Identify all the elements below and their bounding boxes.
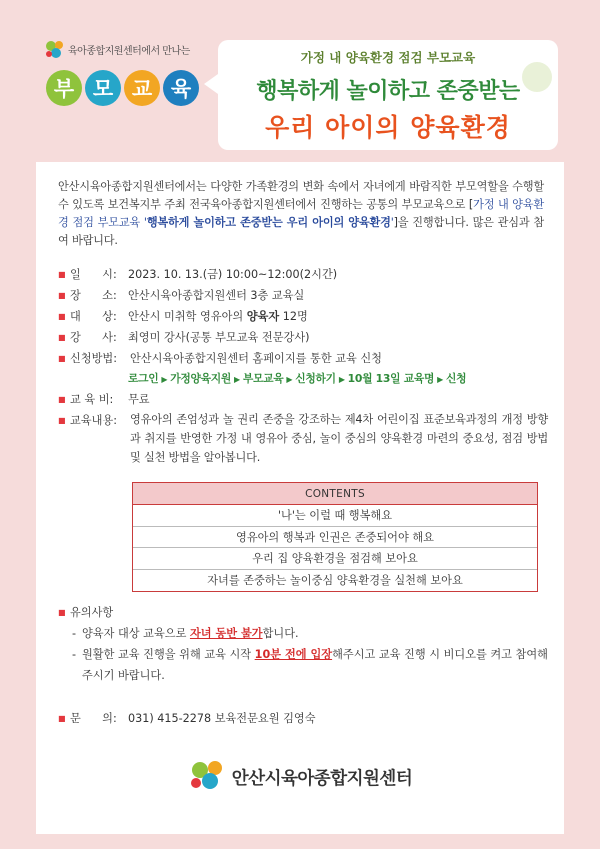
note-text-part: 양육자 대상 교육으로 bbox=[82, 627, 190, 640]
brand bbox=[44, 38, 190, 60]
center-logo-icon bbox=[44, 38, 66, 60]
arrow-right-icon: ▶ bbox=[234, 375, 240, 384]
bullet-icon: ■ bbox=[58, 354, 66, 363]
header bbox=[0, 0, 600, 160]
info-row-content bbox=[58, 410, 548, 467]
bullet-icon: ■ bbox=[58, 270, 66, 279]
path-step: 신청 bbox=[445, 372, 467, 385]
contents-item: '나'는 이럴 때 행복해요 bbox=[133, 505, 537, 527]
info-label: 장 소: bbox=[70, 289, 117, 302]
target-text: 안산시 미취학 영유아의 bbox=[128, 310, 247, 323]
title-bubble bbox=[218, 40, 558, 150]
contact-label: 문 의: bbox=[70, 712, 117, 725]
main-title-line1: 행복하게 놀이하고 존중받는 bbox=[256, 79, 520, 104]
info-label: 일 시: bbox=[70, 268, 117, 281]
intro-highlight: 가정 내 양육환경 점검 부모교육 ' bbox=[58, 198, 545, 229]
main-title-line2: 우리 아이의 양육환경 bbox=[265, 113, 511, 142]
info-value: 영유아의 존엄성과 놀 권리 존중을 강조하는 제4차 어린이집 표준보육과정의 개정 방향과 취지를 반영한 가정 내 영유아 중심, 놀이 중심의 양육환경 마련의 중요성, 점검 방법 및 실천 방법을 알아봅니다. bbox=[130, 413, 548, 464]
info-value: 안산시육아종합지원센터 홈페이지를 통한 교육 신청 bbox=[130, 352, 382, 365]
note-text-part: 원활한 교육 진행을 위해 교육 시작 bbox=[82, 648, 255, 661]
contact-value: 031) 415-2278 보육전문요원 김영숙 bbox=[128, 712, 316, 725]
info-row-apply bbox=[58, 348, 548, 369]
dash: - bbox=[72, 648, 77, 661]
apply-path bbox=[58, 369, 548, 389]
footer-org-name: 안산시육아종합지원센터 bbox=[231, 768, 413, 789]
contents-item: 우리 집 양육환경을 점검해 보아요 bbox=[133, 548, 537, 570]
bullet-icon: ■ bbox=[58, 416, 66, 425]
contents-item: 자녀를 존중하는 놀이중심 양육환경을 실천해 보아요 bbox=[207, 573, 463, 587]
note-item bbox=[58, 644, 548, 686]
info-label: 강 사: bbox=[70, 331, 117, 344]
info-row-target bbox=[58, 306, 548, 327]
intro-text: ]을 진행합니다. 많은 관심과 참여 바랍니다. bbox=[58, 216, 545, 247]
intro-text: 안산시육아종합지원센터에서는 다양한 가족환경의 변화 속에서 자녀에게 바람직한 부모역할을 수행할 수 있도록 보건복지부 주최 전국육아종합지원센터에서 진행하는 공통의 부모교육으로 [ bbox=[58, 180, 544, 211]
content-card bbox=[36, 162, 564, 834]
contents-item: 영유아의 행복과 인권은 존중되어야 해요 bbox=[133, 527, 537, 549]
intro-highlight-bold: 행복하게 놀이하고 존중받는 우리 아이의 양육환경 bbox=[146, 216, 391, 229]
title-char: 교 bbox=[124, 70, 160, 106]
brand-text: 육아종합지원센터에서 만나는 bbox=[68, 45, 190, 57]
info-label: 신청방법: bbox=[70, 352, 117, 365]
info-label: 교 육 비: bbox=[70, 393, 114, 406]
info-label: 대 상: bbox=[70, 310, 117, 323]
bullet-icon: ■ bbox=[58, 312, 66, 321]
intro-paragraph bbox=[58, 178, 544, 250]
path-step: 부모교육 bbox=[242, 372, 284, 385]
note-emphasis: 10분 전에 입장 bbox=[254, 648, 333, 661]
info-value: 2023. 10. 13.(금) 10:00~12:00(2시간) bbox=[128, 268, 338, 281]
note-text bbox=[82, 623, 299, 644]
sub-title: 가정 내 양육환경 점검 부모교육 bbox=[300, 50, 476, 65]
notes-title: 유의사항 bbox=[70, 606, 114, 619]
arrow-right-icon: ▶ bbox=[338, 375, 345, 384]
program-title bbox=[46, 70, 199, 106]
info-row-place bbox=[58, 285, 548, 306]
title-char: 육 bbox=[163, 70, 199, 106]
path-step: 로그인 bbox=[128, 372, 159, 385]
note-text bbox=[82, 644, 548, 686]
arrow-right-icon: ▶ bbox=[286, 375, 293, 384]
center-logo-icon bbox=[188, 758, 228, 796]
info-row-lecturer bbox=[58, 327, 548, 348]
arrow-right-icon: ▶ bbox=[161, 375, 168, 384]
notes-title-row bbox=[58, 602, 548, 623]
title-char: 부 bbox=[46, 70, 82, 106]
info-list bbox=[58, 264, 548, 467]
bullet-icon: ■ bbox=[58, 714, 66, 723]
contents-table bbox=[132, 482, 538, 592]
target-text: 12명 bbox=[279, 310, 308, 323]
path-step: 가정양육지원 bbox=[170, 372, 232, 385]
title-char: 모 bbox=[85, 70, 121, 106]
contact-row bbox=[58, 708, 548, 729]
info-row-date bbox=[58, 264, 548, 285]
note-item bbox=[58, 623, 548, 644]
info-value: 무료 bbox=[128, 393, 150, 406]
footer-logo bbox=[36, 758, 564, 796]
info-value: 안산시육아종합지원센터 3층 교육실 bbox=[128, 289, 305, 302]
path-step: 10월 13일 교육명 bbox=[347, 372, 435, 385]
info-value bbox=[128, 306, 548, 327]
bullet-icon: ■ bbox=[58, 608, 66, 617]
dash: - bbox=[72, 627, 77, 640]
notes-section bbox=[58, 602, 548, 686]
path-step: 신청하기 bbox=[295, 372, 336, 385]
info-row-fee bbox=[58, 389, 548, 410]
info-label: 교육내용: bbox=[70, 414, 117, 427]
bullet-icon: ■ bbox=[58, 291, 66, 300]
contents-header: CONTENTS bbox=[133, 483, 537, 505]
note-text-part: 해주시고 교육 진행 시 비디오를 켜고 참여해주시기 바랍니다. bbox=[82, 648, 548, 682]
note-emphasis: 자녀 동반 불가 bbox=[189, 627, 263, 640]
bullet-icon: ■ bbox=[58, 395, 66, 404]
contact-section bbox=[58, 708, 548, 729]
intro-highlight: ' bbox=[390, 216, 394, 229]
arrow-right-icon: ▶ bbox=[437, 375, 443, 384]
note-text-part: 합니다. bbox=[262, 627, 299, 640]
target-bold: 양육자 bbox=[246, 310, 280, 323]
info-value: 최영미 강사(공통 부모교육 전문강사) bbox=[128, 331, 310, 344]
bullet-icon: ■ bbox=[58, 333, 66, 342]
